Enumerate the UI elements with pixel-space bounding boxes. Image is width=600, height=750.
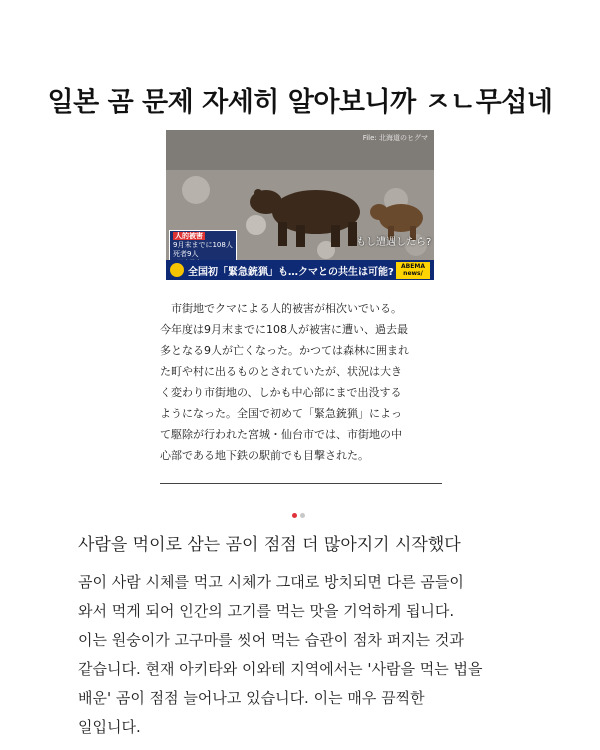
- carousel-dot-active[interactable]: [292, 513, 297, 518]
- casualty-box-title: 人的被害: [175, 232, 203, 240]
- caption-line: 多となる9人が亡くなった。かつては森林に囲まれ: [160, 344, 409, 357]
- caption-line: ようになった。全国で初めて「緊急銃猟」によっ: [160, 407, 402, 420]
- body-line: 곰이 사람 시체를 먹고 시체가 그대로 방치되면 다른 곰들이: [78, 573, 464, 591]
- caption-line: た町や村に出るものとされていたが、状況は大き: [160, 365, 402, 378]
- page-headline: 일본 곰 문제 자세히 알아보니까 ㅈㄴ무섭네: [47, 87, 553, 118]
- body-line: 일입니다.: [78, 718, 141, 736]
- casualty-line-1: 9月末までに108人: [173, 241, 233, 249]
- body-line: 이는 원숭이가 고구마를 씻어 먹는 습관이 점차 퍼지는 것과: [78, 631, 464, 649]
- caption-line: く変わり市街地の、しかも中心部にまで出没する: [160, 386, 402, 399]
- section-subheading: 사람을 먹이로 삼는 곰이 점점 더 많아지기 시작했다: [78, 535, 461, 555]
- abema-news-logo: [396, 262, 430, 279]
- korean-body-text: [78, 568, 483, 742]
- news-bar-text: 全国初「緊急銃猟」も…クマとの共生は可能?: [188, 267, 394, 278]
- carousel-dot[interactable]: [300, 513, 305, 518]
- bear-news-image[interactable]: [166, 130, 434, 280]
- alert-circle-icon: [170, 263, 184, 277]
- japanese-caption: [160, 298, 442, 484]
- image-file-label: File: 北海道のヒグマ: [362, 134, 428, 142]
- caption-line: て駆除が行われた宮城・仙台市では、市街地の中: [160, 428, 402, 441]
- body-line: 같습니다. 현재 아키타와 이와테 지역에서는 '사람을 먹는 법을: [78, 660, 483, 678]
- caption-line: 心部である地下鉄の駅前でも目撃された。: [160, 449, 369, 462]
- image-overlay-text: もし遭遇したら?: [356, 237, 432, 248]
- carousel-indicator: [292, 503, 308, 522]
- caption-line: 今年度は9月末までに108人が被害に遭い、過去最: [160, 323, 408, 336]
- news-headline-bar: [166, 260, 434, 280]
- logo-line-2: news/: [403, 270, 423, 277]
- body-line: 와서 먹게 되어 인간의 고기를 먹는 맛을 기억하게 됩니다.: [78, 602, 455, 620]
- body-line: 배운' 곰이 점점 늘어나고 있습니다. 이는 매우 끔찍한: [78, 689, 425, 707]
- caption-line: 市街地でクマによる人的被害が相次いでいる。: [160, 302, 402, 315]
- casualty-line-2: 死者9人: [173, 250, 199, 258]
- logo-line-1: ABEMA: [401, 263, 425, 270]
